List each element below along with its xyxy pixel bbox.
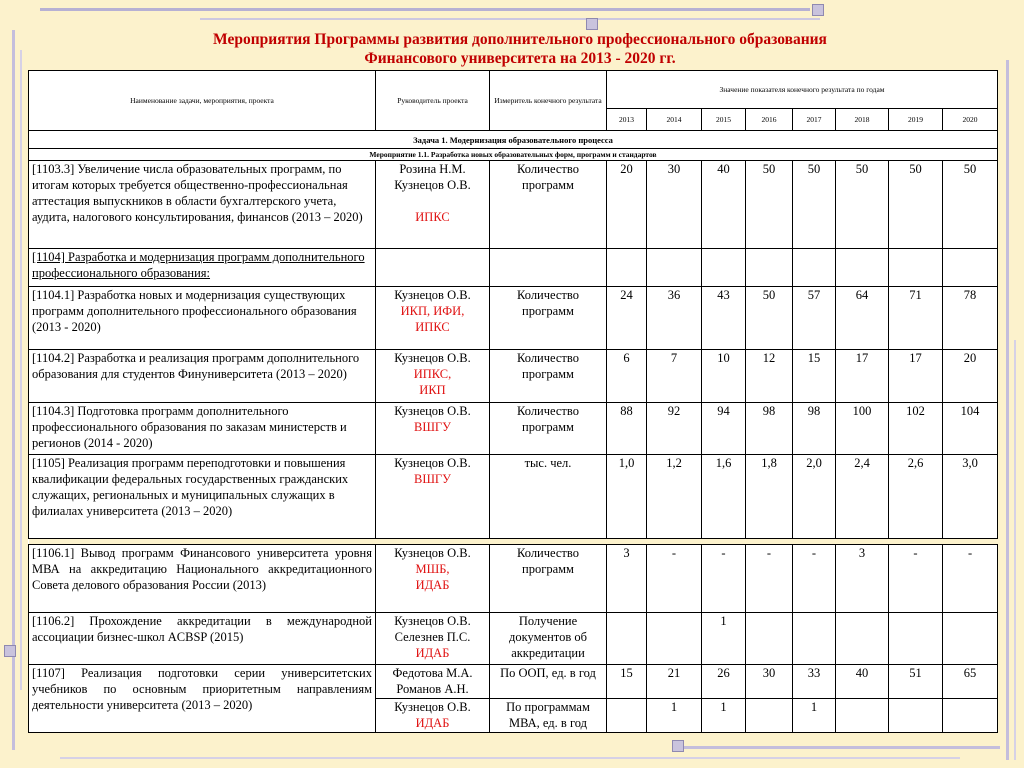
value-2019: 50 (889, 161, 943, 249)
value-2015: 1,6 (702, 455, 746, 539)
table-row (29, 613, 998, 665)
row-head (376, 287, 490, 350)
header-measure: Измеритель конечного результата (490, 71, 607, 131)
frame-line-right (1006, 60, 1009, 760)
value-2016: 12 (746, 350, 793, 403)
value-2018: 17 (836, 350, 889, 403)
frame-square (812, 4, 824, 16)
value-2017: 1 (793, 699, 836, 733)
value-2013: 20 (607, 161, 647, 249)
row-head (376, 249, 490, 287)
value-2019 (889, 613, 943, 665)
value-2020: 20 (943, 350, 998, 403)
value-2020 (943, 699, 998, 733)
year-2014: 2014 (647, 109, 702, 131)
row-name: [1104.3] Подготовка программ дополнительного профессионального образования по заказам министерств и регионов (2014 - 2020) (29, 403, 376, 455)
year-2019: 2019 (889, 109, 943, 131)
value-2020: 50 (943, 161, 998, 249)
frame-line-right-2 (1014, 340, 1016, 760)
row-head: Федотова М.А. Романов А.Н. (376, 665, 490, 699)
unit-name: ИДАБ (415, 646, 450, 660)
value-2019: 2,6 (889, 455, 943, 539)
value-2015: 94 (702, 403, 746, 455)
row-name: [1104.1] Разработка новых и модернизация существующих программ дополнительного профессионального образования (2013 - 2020) (29, 287, 376, 350)
table-row (29, 350, 998, 403)
value-2019: - (889, 545, 943, 613)
row-measure: Количество программ (490, 403, 607, 455)
title-line-1: Мероприятия Программы развития дополнительного профессионального образования (213, 31, 827, 48)
value-2014: 92 (647, 403, 702, 455)
row-measure: По программам МВА, ед. в год (490, 699, 607, 733)
value-2017 (793, 249, 836, 287)
value-2018: 2,4 (836, 455, 889, 539)
value-2014: 21 (647, 665, 702, 699)
value-2013: 24 (607, 287, 647, 350)
value-2013 (607, 613, 647, 665)
task-title: Задача 1. Модернизация образовательного процесса (29, 131, 998, 149)
value-2016 (746, 613, 793, 665)
row-head (376, 455, 490, 539)
table-row (29, 403, 998, 455)
value-2019 (889, 699, 943, 733)
head-names: Кузнецов О.В. (394, 546, 471, 560)
value-2017: 50 (793, 161, 836, 249)
row-measure: тыс. чел. (490, 455, 607, 539)
row-name: [1103.3] Увеличение числа образовательных программ, по итогам которых требуется общественно-профессиональная аттестация выпускников в области бухгалтерского учета, аудита, налогового консультирования, финансов (2013 – 2020) (29, 161, 376, 249)
row-name: [1106.1] Вывод программ Финансового университета уровня МВА на аккредитацию Национального аккредитационного Совета делового образования России (2013) (29, 545, 376, 613)
value-2019: 71 (889, 287, 943, 350)
value-2020: - (943, 545, 998, 613)
table-row (29, 665, 998, 699)
row-head (376, 350, 490, 403)
value-2014: 1,2 (647, 455, 702, 539)
row-measure: По ООП, ед. в год (490, 665, 607, 699)
value-2017: 33 (793, 665, 836, 699)
measure-title: Мероприятие 1.1. Разработка новых образовательных форм, программ и стандартов (29, 149, 998, 161)
value-2018: 3 (836, 545, 889, 613)
head-names: Кузнецов О.В. Селезнев П.С. (394, 614, 471, 644)
value-2019 (889, 249, 943, 287)
head-names: Кузнецов О.В. (394, 404, 471, 418)
value-2018 (836, 699, 889, 733)
row-name: [1104] Разработка и модернизация программ дополнительного профессионального образования: (29, 249, 376, 287)
year-2013: 2013 (607, 109, 647, 131)
value-2014: 30 (647, 161, 702, 249)
header-values: Значение показателя конечного результата по годам (607, 71, 998, 109)
value-2016: 50 (746, 287, 793, 350)
value-2015 (702, 249, 746, 287)
unit-name: ВШГУ (413, 472, 452, 486)
value-2020: 3,0 (943, 455, 998, 539)
value-2016: 1,8 (746, 455, 793, 539)
head-names: Кузнецов О.В. (394, 288, 471, 302)
frame-line-top (40, 8, 810, 11)
value-2015: 40 (702, 161, 746, 249)
row-head (376, 403, 490, 455)
year-2015: 2015 (702, 109, 746, 131)
value-2018: 64 (836, 287, 889, 350)
frame-line-left (12, 30, 15, 750)
row-measure: Получение документов об аккредитации (490, 613, 607, 665)
value-2016: 30 (746, 665, 793, 699)
unit-name: ИДАБ (415, 716, 450, 730)
value-2013: 6 (607, 350, 647, 403)
value-2018 (836, 249, 889, 287)
value-2013: 88 (607, 403, 647, 455)
value-2015: - (702, 545, 746, 613)
value-2014 (647, 613, 702, 665)
unit-name: ИКП, ИФИ, ИПКС (400, 304, 465, 334)
value-2018 (836, 613, 889, 665)
value-2015: 1 (702, 613, 746, 665)
value-2017: 98 (793, 403, 836, 455)
table-row (29, 287, 998, 350)
table-row (29, 249, 998, 287)
header-name: Наименование задачи, мероприятия, проекта (29, 71, 376, 131)
unit-name: МШБ, ИДАБ (415, 562, 450, 592)
value-2014: 1 (647, 699, 702, 733)
head-names: Кузнецов О.В. (394, 700, 471, 714)
year-2016: 2016 (746, 109, 793, 131)
value-2013: 15 (607, 665, 647, 699)
row-name: [1107] Реализация подготовки серии университетских учебников по основным приоритетным направлениям деятельности университета (2013 – 2020) (29, 665, 376, 733)
row-measure: Количество программ (490, 161, 607, 249)
value-2019: 17 (889, 350, 943, 403)
value-2017: - (793, 545, 836, 613)
value-2013: 1,0 (607, 455, 647, 539)
row-name: [1106.2] Прохождение аккредитации в международной ассоциации бизнес-школ ACBSP (2015) (29, 613, 376, 665)
frame-square (672, 740, 684, 752)
value-2014 (647, 249, 702, 287)
row-head (376, 161, 490, 249)
value-2016 (746, 699, 793, 733)
table-row (29, 455, 998, 539)
frame-line-top-2 (200, 18, 820, 20)
value-2014: - (647, 545, 702, 613)
value-2018: 40 (836, 665, 889, 699)
row-name: [1104.2] Разработка и реализация программ дополнительного образования для студентов Финуниверситета (2013 – 2020) (29, 350, 376, 403)
frame-square (586, 18, 598, 30)
year-2018: 2018 (836, 109, 889, 131)
value-2013 (607, 249, 647, 287)
unit-name: ВШГУ (413, 420, 452, 434)
head-names: Кузнецов О.В. (394, 351, 471, 365)
head-spacer (379, 193, 486, 209)
row-head (376, 545, 490, 613)
title-line-2: Финансового университета на 2013 - 2020 гг. (364, 50, 676, 67)
value-2020 (943, 613, 998, 665)
head-names: Кузнецов О.В. (394, 456, 471, 470)
value-2019: 102 (889, 403, 943, 455)
value-2015: 10 (702, 350, 746, 403)
row-head (376, 699, 490, 733)
value-2016: - (746, 545, 793, 613)
frame-line-bottom (680, 746, 1000, 749)
value-2017: 2,0 (793, 455, 836, 539)
value-2015: 43 (702, 287, 746, 350)
value-2016 (746, 249, 793, 287)
table-row (29, 545, 998, 613)
value-2013: 3 (607, 545, 647, 613)
row-head (376, 613, 490, 665)
header-head: Руководитель проекта (376, 71, 490, 131)
program-table (28, 70, 998, 733)
value-2019: 51 (889, 665, 943, 699)
unit-name: ИПКС (415, 210, 450, 224)
value-2017: 57 (793, 287, 836, 350)
value-2018: 100 (836, 403, 889, 455)
page-title (120, 30, 920, 68)
row-measure (490, 249, 607, 287)
value-2017: 15 (793, 350, 836, 403)
value-2014: 36 (647, 287, 702, 350)
value-2016: 98 (746, 403, 793, 455)
row-measure: Количество программ (490, 350, 607, 403)
table-row (29, 161, 998, 249)
year-2017: 2017 (793, 109, 836, 131)
frame-square (4, 645, 16, 657)
value-2018: 50 (836, 161, 889, 249)
frame-line-bottom-2 (60, 757, 960, 759)
value-2014: 7 (647, 350, 702, 403)
frame-line-left-2 (20, 50, 22, 690)
value-2015: 1 (702, 699, 746, 733)
value-2017 (793, 613, 836, 665)
head-names: Розина Н.М. Кузнецов О.В. (394, 162, 471, 192)
value-2020: 78 (943, 287, 998, 350)
unit-name: ИПКС, ИКП (413, 367, 452, 397)
row-measure: Количество программ (490, 287, 607, 350)
value-2020 (943, 249, 998, 287)
value-2016: 50 (746, 161, 793, 249)
row-measure: Количество программ (490, 545, 607, 613)
year-2020: 2020 (943, 109, 998, 131)
value-2013 (607, 699, 647, 733)
row-name: [1105] Реализация программ переподготовки и повышения квалификации федеральных государственных гражданских служащих, региональных и муниципальных служащих в филиалах университета (2013 – 2020) (29, 455, 376, 539)
value-2015: 26 (702, 665, 746, 699)
value-2020: 104 (943, 403, 998, 455)
value-2020: 65 (943, 665, 998, 699)
